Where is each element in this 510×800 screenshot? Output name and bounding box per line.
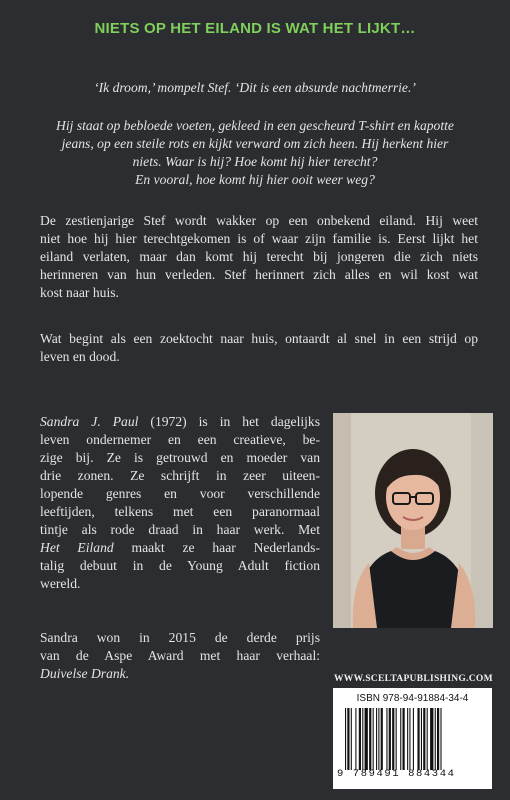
barcode-bar	[347, 708, 349, 770]
synopsis-closing	[40, 330, 478, 366]
intro-line: niets. Waar is hij? Hoe komt hij hier terecht?	[132, 154, 378, 169]
bio-line: leven ondernemer en een creatieve, be-	[40, 432, 320, 447]
barcode-bar	[409, 708, 410, 770]
barcode-bar	[403, 708, 405, 770]
barcode-bar	[413, 708, 414, 770]
book-title: Het Eiland	[40, 540, 114, 555]
barcode-bar	[392, 708, 394, 770]
barcode-bar	[355, 708, 356, 770]
bio-line: talig debuut in de Young Adult fiction	[40, 558, 320, 573]
intro-line: Hij staat op bebloede voeten, gekleed in een gescheurd T-shirt en kapotte	[56, 118, 454, 133]
synopsis-line: De zestienjarige Stef wordt wakker op een onbekend eiland. Hij weet	[40, 213, 478, 228]
barcode-bar	[373, 708, 374, 770]
synopsis-line: herinneren van hun verleden. Stef herinnert zich alles en wil kost wat	[40, 267, 478, 282]
isbn-label: ISBN 978-94-91884-34-4	[356, 693, 469, 704]
closing-line: Wat begint als een zoektocht naar huis, ontaardt al snel in een strijd op	[40, 331, 478, 346]
author-portrait-illustration	[333, 413, 493, 628]
barcode-bar	[400, 708, 401, 770]
synopsis-line: eiland verlaten, maar dan komt hij terecht bij jongeren die zich niets	[40, 249, 478, 264]
barcode-bar	[359, 708, 361, 770]
barcode-bar	[378, 708, 379, 770]
barcode-graphic	[345, 708, 481, 770]
story-title: Duivelse Drank.	[40, 666, 130, 681]
bio-line	[40, 413, 320, 431]
barcode-bar	[345, 708, 346, 770]
bio-line: drie zonen. Ze schrijft in zeer uiteen-	[40, 468, 320, 483]
barcode-bar	[437, 708, 439, 770]
barcode-bar	[417, 708, 419, 770]
barcode-bar	[376, 708, 377, 770]
synopsis-paragraph	[40, 212, 478, 302]
barcode-bar	[369, 708, 371, 770]
barcode-bar	[386, 708, 387, 770]
award-line	[40, 665, 320, 683]
barcode-bar	[396, 708, 397, 770]
barcode-bar	[365, 708, 368, 770]
barcode-bar	[440, 708, 441, 770]
bio-line: lopende genres en voor verschillende	[40, 486, 320, 501]
barcode-bar	[430, 708, 433, 770]
barcode-bar	[407, 708, 408, 770]
intro-line: jeans, op een steile rots en kijkt verward om zich heen. Hij herkent hier	[61, 136, 449, 151]
barcode-bar	[381, 708, 383, 770]
award-line: van de Aspe Award met haar verhaal:	[40, 648, 320, 663]
barcode-bar	[435, 708, 436, 770]
barcode-bar	[389, 708, 391, 770]
intro-quote-line: ‘Ik droom,’ mompelt Stef. ‘Dit is een absurde nachtmerrie.’	[94, 80, 416, 95]
author-bio	[40, 413, 320, 593]
bio-line: zige bij. Ze is getrouwd en moeder van	[40, 450, 320, 465]
synopsis-line: kost naar huis.	[40, 285, 119, 300]
barcode-bar	[362, 708, 363, 770]
author-name: Sandra J. Paul	[40, 414, 139, 429]
intro-teaser	[40, 117, 470, 189]
author-photo	[333, 413, 493, 628]
bio-line: wereld.	[40, 576, 81, 591]
tagline-headline: NIETS OP HET EILAND IS WAT HET LIJKT…	[94, 20, 416, 37]
barcode-bar	[421, 708, 422, 770]
synopsis-line: niet hoe hij hier terechtgekomen is of waar zijn familie is. Eerst lijkt het	[40, 231, 478, 246]
award-line: Sandra won in 2015 de derde prijs	[40, 630, 320, 645]
barcode-bar	[351, 708, 352, 770]
publisher-url: WWW.SCELTAPUBLISHING.COM	[334, 674, 493, 684]
intro-quote	[40, 79, 470, 97]
bio-text: (1972) is in het dagelijks	[138, 414, 321, 429]
barcode-bar	[423, 708, 425, 770]
award-paragraph	[40, 629, 320, 683]
closing-line: leven en dood.	[40, 349, 120, 364]
bio-line	[40, 539, 320, 557]
barcode-panel	[333, 688, 492, 789]
intro-line: En vooral, hoe komt hij hier ooit weer weg?	[135, 172, 375, 187]
barcode-digits: 9 789491 884344	[337, 768, 456, 780]
bio-line: leeftijden, telkens met een paranormaal	[40, 504, 320, 519]
bio-line: tintje als rode draad in haar werk. Met	[40, 522, 320, 537]
barcode-bar	[427, 708, 428, 770]
bio-text: maakt ze haar Nederlands-	[113, 540, 320, 555]
